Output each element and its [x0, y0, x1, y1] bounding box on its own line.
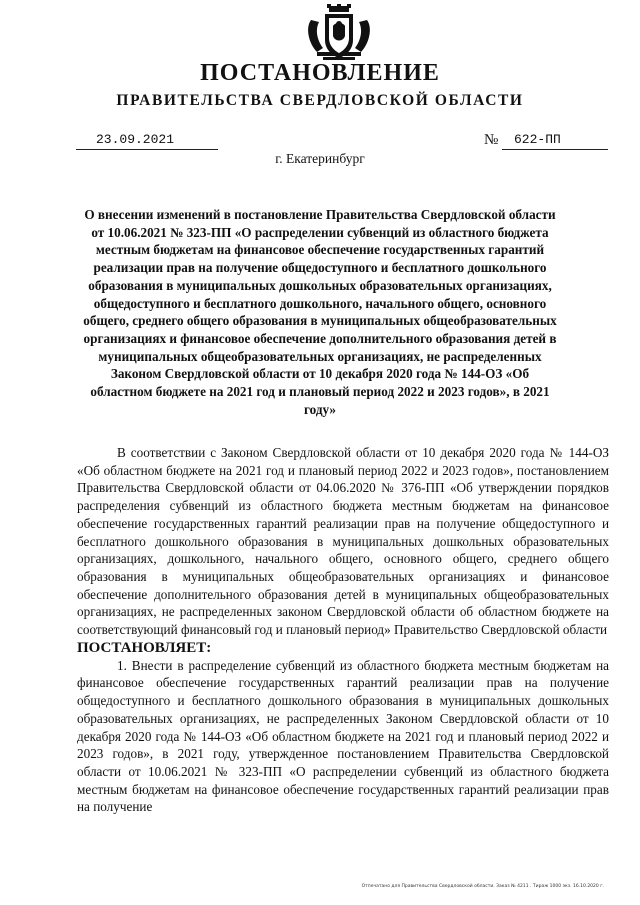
document-body: [77, 444, 609, 816]
print-footer: Отпечатано для Правительства Свердловской области. Заказ № 4211 . Тираж 1000 экз. 16.10.2020 г.: [361, 884, 604, 889]
coat-of-arms-icon: [303, 4, 375, 62]
document-subject: О внесении изменений в постановление Правительства Свердловской области от 10.06.2021 № 323-ПП «О распределении субвенций из областного бюджета местным бюджетам на финансовое обеспечение государственных гарантий реализации прав на получение общедоступного и бесплатного дошкольного образования в муниципальных дошкольных образовательных организациях, общедоступного и бесплатного дошкольного, начального общего, основного общего, среднего общего образования в муниципальных общеобразовательных организациях и финансовое обеспечение дополнительного образования детей в муниципальных общеобразовательных организациях, не распределенных Законом Свердловской области от 10 декабря 2020 года № 144-ОЗ «Об областном бюджете на 2021 год и плановый период 2022 и 2023 годов», в 2021 году»: [83, 207, 557, 417]
document-subtitle: ПРАВИТЕЛЬСТВА СВЕРДЛОВСКОЙ ОБЛАСТИ: [116, 92, 524, 109]
decree-heading: ПОСТАНОВЛЯЕТ:: [77, 639, 212, 656]
document-number: 622-ПП: [514, 132, 561, 147]
document-date: 23.09.2021: [96, 132, 175, 147]
preamble-paragraph: В соответствии с Законом Свердловской области от 10 декабря 2020 года № 144-ОЗ «Об областном бюджете на 2021 год и плановый период 2022 и 2023 годов», постановлением Правительства Свердловской области от 04.06.2020 № 376-ПП «Об утверждении порядков распределения субвенций из областного бюджета местным бюджетам на финансовое обеспечение государственных гарантий реализации прав на получение общедоступного и бесплатного дошкольного образования в муниципальных дошкольных образовательных организациях, дошкольного, начального общего, основного общего, среднего общего образования в муниципальных общеобразовательных организациях и финансовое обеспечение дополнительного образования детей в муниципальных общеобразовательных организациях, не распределенных законом Свердловской области об областном бюджете на соответствующий финансовый год и плановый период» Правительство Свердловской области: [77, 445, 609, 638]
item-1-paragraph: 1. Внести в распределение субвенций из областного бюджета местным бюджетам на финансовое обеспечение государственных гарантий реализации прав на получение общедоступного и бесплатного дошкольного образования в муниципальных дошкольных образовательных организациях, не распределенных Законом Свердловской области от 10 декабря 2020 года № 144-ОЗ «Об областном бюджете на 2021 год и плановый период 2022 и 2023 годов», в 2021 году, утвержденное постановлением Правительства Свердловской области от 10.06.2021 № 323-ПП «О распределении субвенций из областного бюджета местным бюджетам на финансовое обеспечение государственных гарантий реализации прав на получение: [77, 657, 609, 815]
number-sign: №: [484, 132, 499, 148]
city: г. Екатеринбург: [275, 151, 365, 166]
coat-of-arms-emblem: [303, 4, 375, 62]
number-underline: [502, 149, 608, 150]
date-underline: [76, 149, 218, 150]
document-title: ПОСТАНОВЛЕНИЕ: [200, 60, 440, 86]
